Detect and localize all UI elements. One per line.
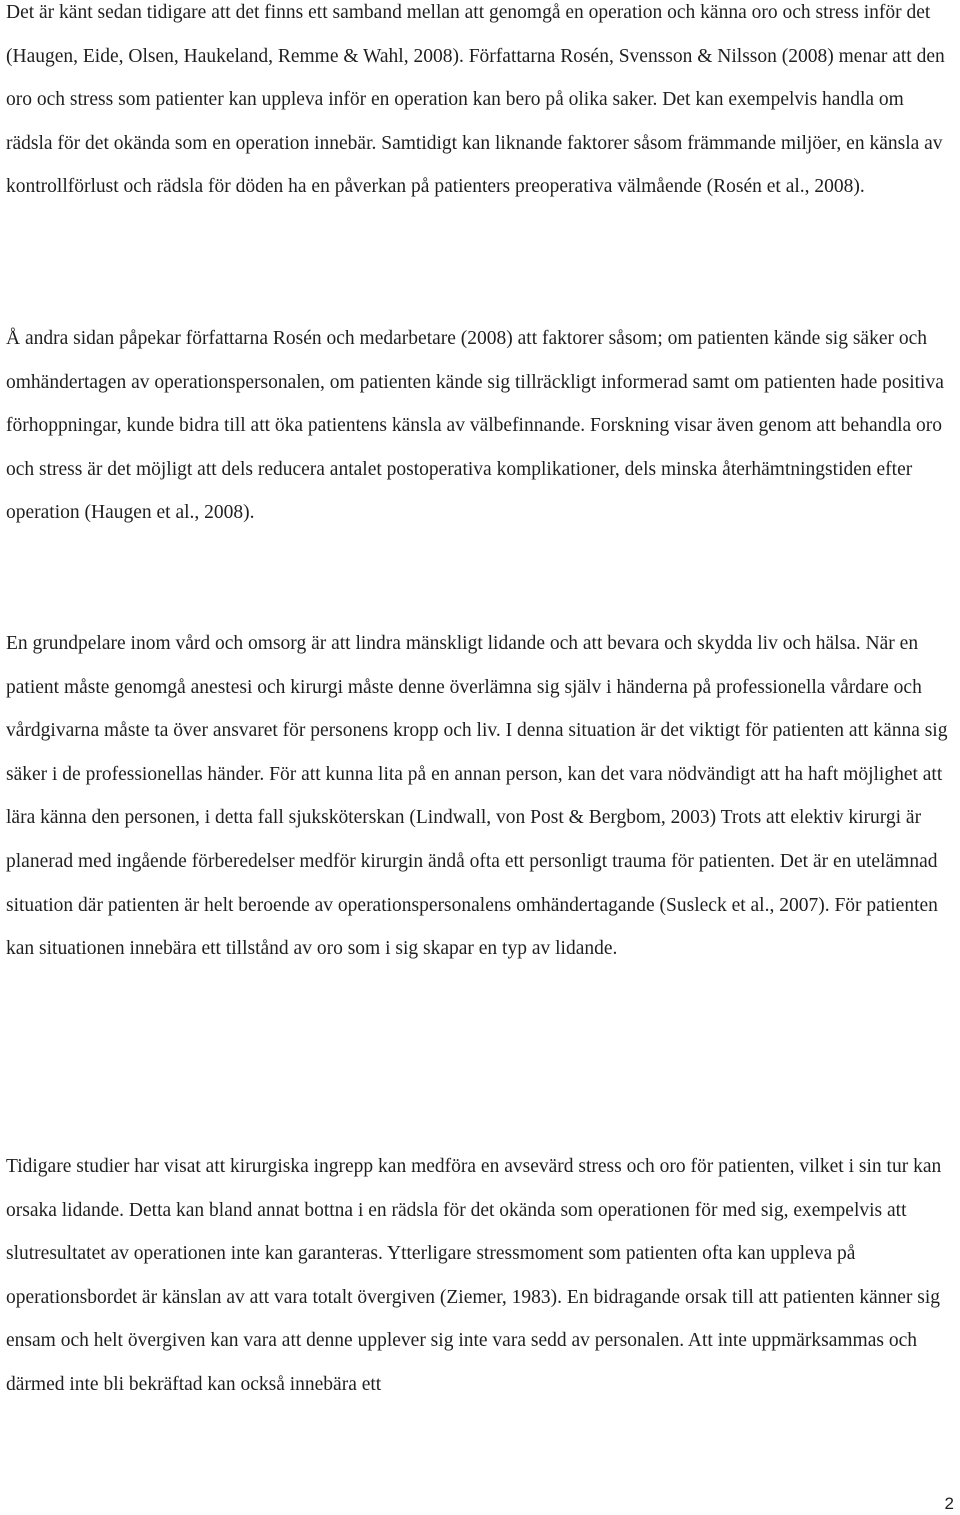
paragraph-text: Å andra sidan påpekar författarna Rosén och medarbetare (2008) att faktorer såsom; om patienten kände sig säker och omhändertagen av operationspersonalen, om patienten kände sig tillräckligt informerad samt om patienten hade positiva förhoppningar, kunde bidra till att öka patientens känsla av välbefinnande. Forskning visar även genom att behandla oro och stress är det möjligt att dels reducera antalet postoperativa komplikationer, dels minska återhämtningstiden efter operation (Haugen et al., 2008). <box>6 328 944 524</box>
paragraph-1 <box>6 0 954 209</box>
paragraph-4 <box>6 1145 954 1407</box>
paragraph-text: En grundpelare inom vård och omsorg är att lindra mänskligt lidande och att bevara och skydda liv och hälsa. När en patient måste genomgå anestesi och kirurgi måste denne överlämna sig själv i händerna på professionella vårdare och vårdgivarna måste ta över ansvaret för personens kropp och liv. I denna situation är det viktigt för patienten att känna sig säker i de professionellas händer. För att kunna lita på en annan person, kan det vara nödvändigt att ha haft möjlighet att lära känna den personen, i detta fall sjuksköterskan (Lindwall, von Post & Bergbom, 2003) Trots att elektiv kirurgi är planerad med ingående förberedelser medför kirurgin ändå ofta ett personligt trauma för patienten. Det är en utelämnad situation där patienten är helt beroende av operationspersonalens omhändertagande (Susleck et al., 2007). För patienten kan situationen innebära ett tillstånd av oro som i sig skapar en typ av lidande. <box>6 633 948 960</box>
paragraph-text: Det är känt sedan tidigare att det finns ett samband mellan att genomgå en operation och känna oro och stress inför det (Haugen, Eide, Olsen, Haukeland, Remme & Wahl, 2008). Författarna Rosén, Svensson & Nilsson (2008) menar att den oro och stress som patienter kan uppleva inför en operation kan bero på olika saker. Det kan exempelvis handla om rädsla för det okända som en operation innebär. Samtidigt kan liknande faktorer såsom främmande miljöer, en känsla av kontrollförlust och rädsla för döden ha en påverkan på patienters preoperativa välmående (Rosén et al., 2008). <box>6 2 945 198</box>
page-number: 2 <box>944 1494 954 1513</box>
paragraph-3 <box>6 622 954 971</box>
paragraph-2 <box>6 317 954 535</box>
paragraph-text: Tidigare studier har visat att kirurgiska ingrepp kan medföra en avsevärd stress och oro för patienten, vilket i sin tur kan orsaka lidande. Detta kan bland annat bottna i en rädsla för det okända som operationen för med sig, exempelvis att slutresultatet av operationen inte kan garanteras. Ytterligare stressmoment som patienten ofta kan uppleva på operationsbordet är känslan av att vara totalt övergiven (Ziemer, 1983). En bidragande orsak till att patienten känner sig ensam och helt övergiven kan vara att denne upplever sig inte vara sedd av personalen. Att inte uppmärksammas och därmed inte bli bekräftad kan också innebära ett <box>6 1156 942 1395</box>
